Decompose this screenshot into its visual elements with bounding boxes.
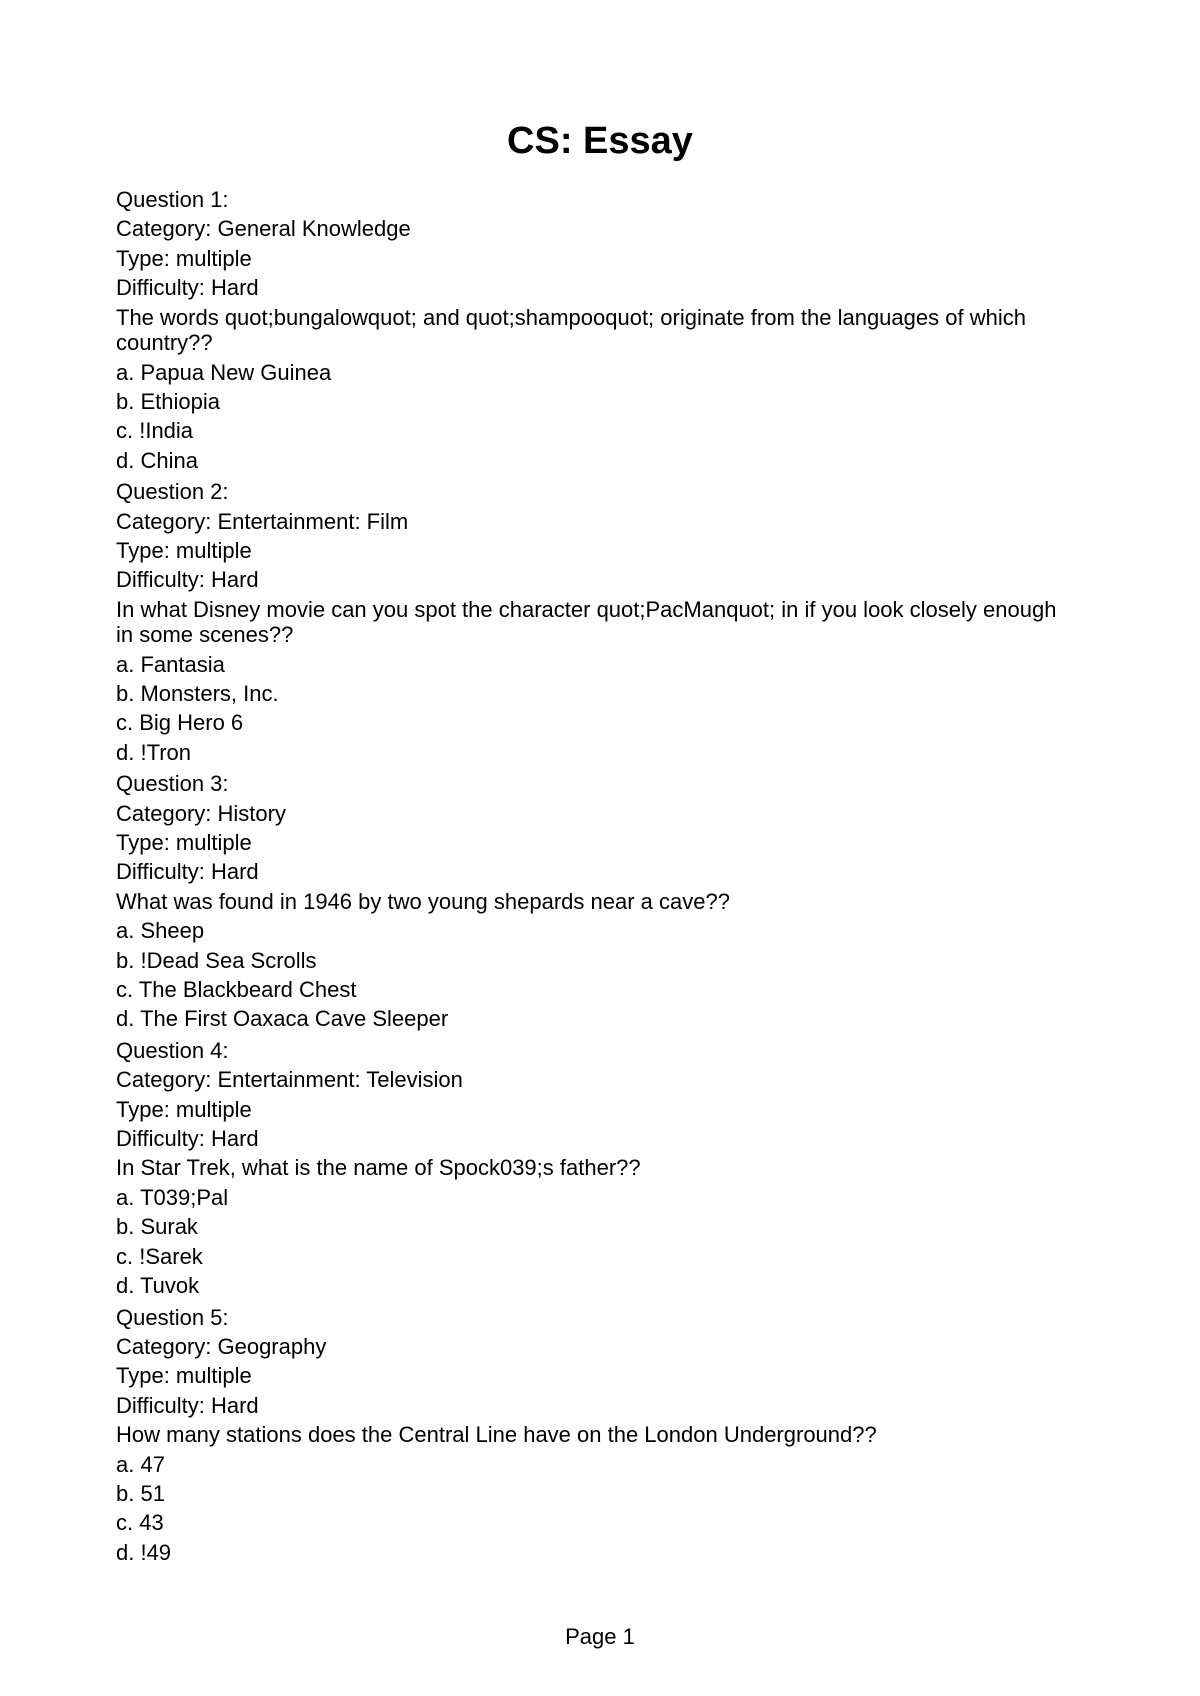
question-difficulty: Difficulty: Hard [116,859,259,885]
question-category: Category: Geography [116,1333,327,1359]
question-category: Category: Entertainment: Television [116,1067,463,1093]
answer-option: d. Tuvok [116,1273,200,1299]
question-number: Question 2: [116,479,229,505]
question-number: Question 3: [116,771,229,797]
question-number: Question 4: [116,1037,229,1063]
answer-option: c. !India [116,418,194,444]
question-text: The words quot;bungalowquot; and quot;shampooquot; originate from the languages of which country?? [116,304,1026,356]
question-category: Category: General Knowledge [116,216,411,242]
question-block-3 [116,769,1076,1034]
question-difficulty: Difficulty: Hard [116,1126,259,1152]
question-number: Question 1: [116,187,229,212]
answer-option: d. !Tron [116,739,191,765]
document-title: CS: Essay [507,120,693,162]
question-text: In Star Trek, what is the name of Spock039;s father?? [116,1155,641,1181]
question-type: Type: multiple [116,1363,252,1389]
question-text: In what Disney movie can you spot the character quot;PacManquot; in if you look closely enough in some scenes?? [116,596,1057,648]
question-type: Type: multiple [116,245,252,271]
answer-option: c. 43 [116,1510,164,1536]
question-block-5 [116,1303,1076,1568]
answer-option: c. !Sarek [116,1243,203,1269]
question-difficulty: Difficulty: Hard [116,567,259,593]
answer-option: a. Fantasia [116,651,225,677]
answer-option: d. The First Oaxaca Cave Sleeper [116,1006,449,1032]
question-block-1 [116,185,1076,475]
question-category: Category: History [116,800,286,826]
question-block-2 [116,477,1076,767]
answer-option: a. Papua New Guinea [116,359,332,385]
question-list [116,185,1076,1569]
question-category: Category: Entertainment: Film [116,508,409,534]
question-text: How many stations does the Central Line have on the London Underground?? [116,1422,877,1448]
question-text: What was found in 1946 by two young shepards near a cave?? [116,888,730,914]
answer-option: b. Ethiopia [116,388,220,414]
answer-option: c. Big Hero 6 [116,710,244,736]
answer-option: b. 51 [116,1480,165,1506]
answer-option: a. T039;Pal [116,1184,229,1210]
page-number: Page 1 [565,1624,635,1649]
answer-option: b. Monsters, Inc. [116,681,279,707]
answer-option: b. Surak [116,1214,198,1240]
question-type: Type: multiple [116,537,252,563]
question-type: Type: multiple [116,1096,252,1122]
question-number: Question 5: [116,1304,229,1330]
question-difficulty: Difficulty: Hard [116,275,259,301]
answer-option: a. Sheep [116,918,205,944]
answer-option: c. The Blackbeard Chest [116,977,357,1003]
answer-option: a. 47 [116,1451,165,1477]
question-type: Type: multiple [116,830,252,856]
question-difficulty: Difficulty: Hard [116,1392,259,1418]
question-block-4 [116,1036,1076,1301]
answer-option: b. !Dead Sea Scrolls [116,947,317,973]
answer-option: d. !49 [116,1539,172,1565]
answer-option: d. China [116,447,198,473]
